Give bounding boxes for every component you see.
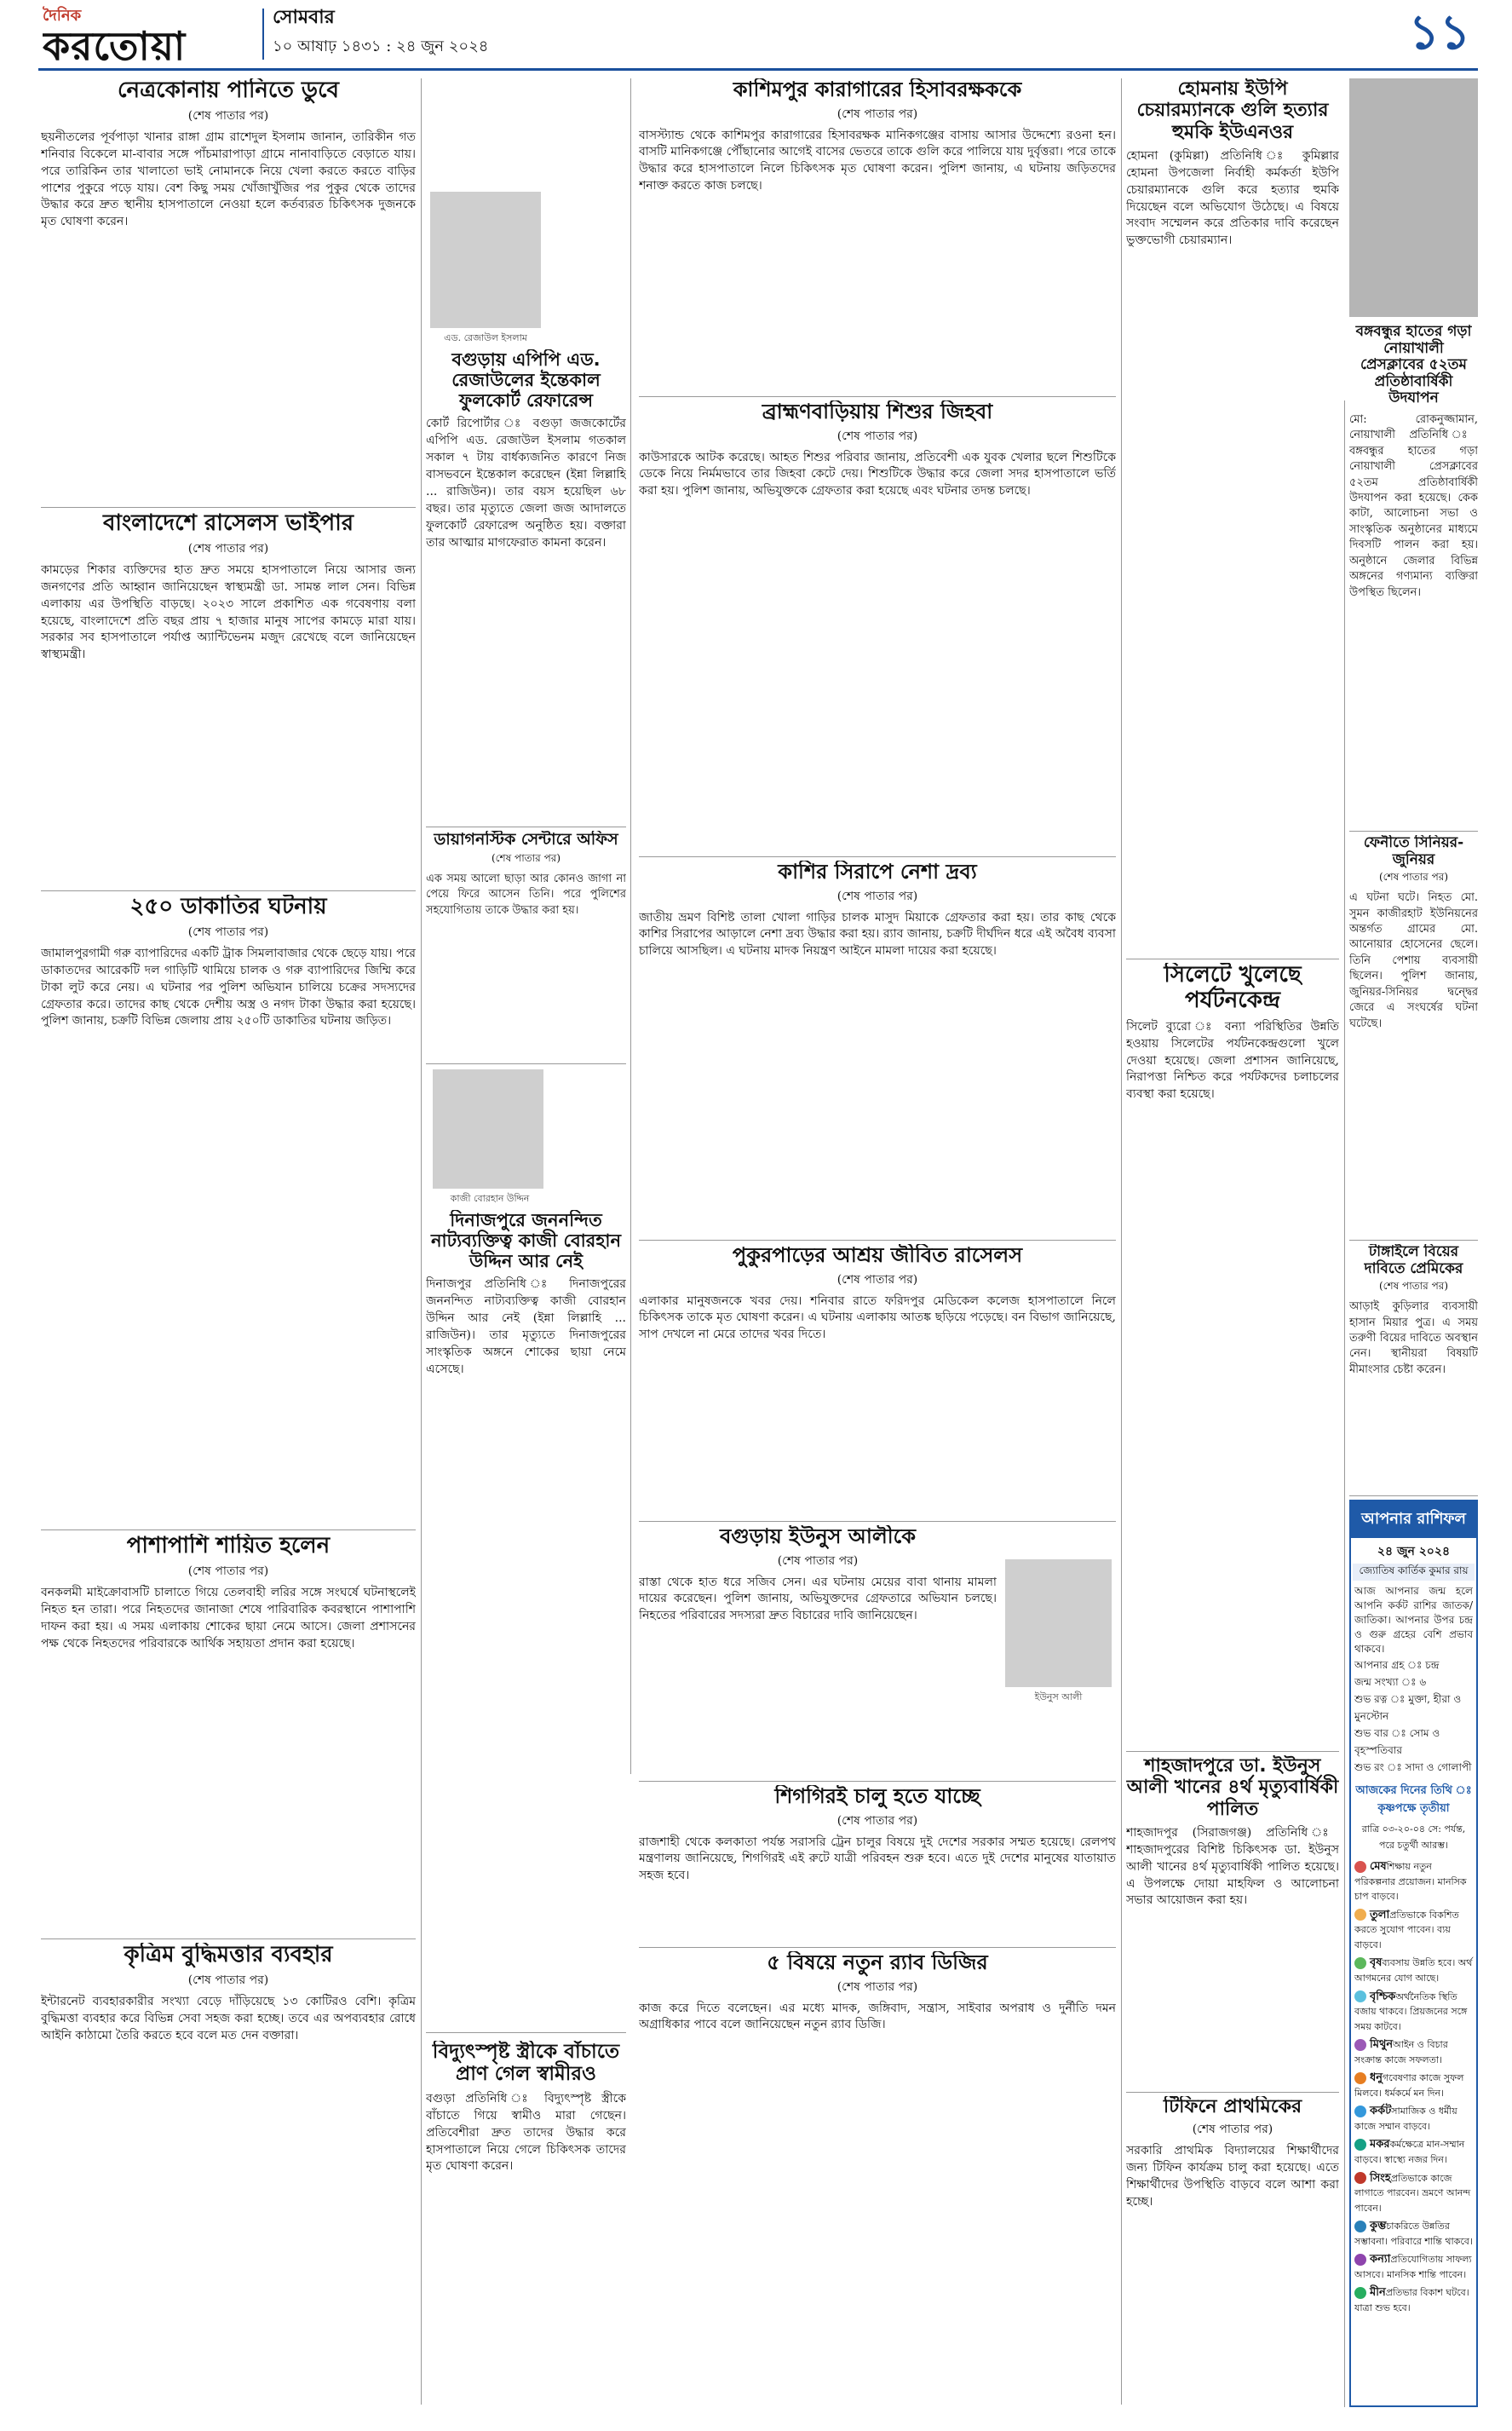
continued-label: (শেষ পাতার পর) [836, 107, 918, 121]
article-ai [41, 1943, 416, 2403]
zodiac-name: কুম্ভ [1370, 2220, 1387, 2233]
zodiac-text: প্রতিযোগিতায় সাফল্য আসবে। মানসিক শান্তি পাবেন। [1354, 2254, 1472, 2280]
zodiac-text: গবেষণার কাজে সুফল মিলবে। ধর্মকর্মে মন দিন। [1354, 2072, 1464, 2099]
zodiac-text: শিক্ষায় নতুন পরিকল্পনার প্রয়োজন। মানসিক চাপ বাড়বে। [1354, 1861, 1467, 1903]
article-body: ইন্টারনেট ব্যবহারকারীর সংখ্যা বেড়ে দাঁড়িয়েছে ১৩ কোটিরও বেশি। কৃত্রিম বুদ্ধিমত্তা ব্যবহার করে বিভিন্ন সেবা সহজ করা হচ্ছে। তবে এর অপব্যবহার রোধে আইনি কাঠামো তৈরি করতে হবে বলে মত দেন বক্তারা। [41, 1994, 416, 2042]
headline: বগুড়ায় এপিপি এড. রেজাউলের ইন্তেকাল ফুলকোর্ট রেফারেন্স [451, 349, 601, 412]
lucky-value: মুক্তা, হীরা ও মুনস্টোন [1354, 1693, 1462, 1723]
headline: বঙ্গবন্ধুর হাতের গড়া নোয়াখালী প্রেসক্লাবের ৫২তম প্রতিষ্ঠাবার্ষিকী উদযাপন [1355, 324, 1472, 407]
horoscope-date: ২৪ জুন ২০২৪ [1377, 1545, 1451, 1558]
zodiac-name: তুলা [1370, 1908, 1390, 1921]
article-shahjadpur [1126, 1755, 1339, 2088]
headline: পুকুরপাড়ের আশ্রয় জীবিত রাসেলস [732, 1244, 1023, 1267]
article-body: শাহজাদপুর (সিরাজগঞ্জ) প্রতিনিধি ঃ শাহজাদপুরের বিশিষ্ট চিকিৎসক ডা. ইউনুস আলী খানের ৪র্থ মৃত্যুবার্ষিকী পালিত হয়েছে। এ উপলক্ষে দোয়া মাহফিল ও আলোচনা সভার আয়োজন করা হয়। [1126, 1825, 1339, 1908]
article-cough-syrup [639, 861, 1116, 1236]
divider [41, 507, 416, 508]
lucky-label: শুভ বার [1354, 1727, 1388, 1740]
divider [41, 1938, 416, 1939]
headline: বাংলাদেশে রাসেলস ভাইপার [102, 511, 354, 536]
continued-label: (শেষ পাতার পর) [836, 1272, 918, 1287]
continued-label: (শেষ পাতার পর) [187, 925, 269, 939]
article-kashimpur [639, 78, 1116, 394]
portrait-kazi [433, 1069, 543, 1189]
zodiac-icon [1354, 1909, 1366, 1921]
zodiac-entry [1354, 2071, 1473, 2100]
zodiac-text: সামাজিক ও ধর্মীয় কাজে সম্মান বাড়বে। [1354, 2106, 1457, 2132]
continued-label: (শেষ পাতার পর) [187, 541, 269, 556]
article-body: মো: রোকনুজ্জামান, নোয়াখালী প্রতিনিধি ঃ বঙ্গবন্ধুর হাতের গড়া নোয়াখালী প্রেসক্লাবের ৫২তম প্রতিষ্ঠাবার্ষিকী উদযাপন করা হয়েছে। কেক কাটা, আলোচনা সভা ও সাংস্কৃতিক অনুষ্ঠানের মাধ্যমে দিবসটি পালন করা হয়। অনুষ্ঠানে জেলার বিভিন্ন অঙ্গনের গণ্যমান্য ব্যক্তিরা উপস্থিত ছিলেন। [1349, 412, 1478, 599]
zodiac-text: কর্মক্ষেত্রে মান-সম্মান বাড়বে। স্বাস্থ্যে নজর দিন। [1354, 2139, 1465, 2165]
zodiac-name: সিংহ [1370, 2171, 1391, 2185]
headline: বগুড়ায় ইউনুস আলীকে [719, 1525, 917, 1548]
portrait-caption: ইউনুস আলী [1034, 1691, 1083, 1702]
lucky-label: শুভ রত্ন [1354, 1693, 1388, 1706]
article-body: সরকারি প্রাথমিক বিদ্যালয়ের শিক্ষার্থীদের জন্য টিফিন কার্যক্রম চালু করা হয়েছে। এতে শিক্ষার্থীদের উপস্থিতি বাড়বে বলে আশা করা হচ্ছে। [1126, 2144, 1339, 2209]
continued-label: (শেষ পাতার পর) [836, 889, 918, 903]
horoscope-author: জ্যোতিষ কার্তিক কুমার রায় [1353, 1564, 1475, 1581]
zodiac-name: বৃষ [1370, 1956, 1383, 1970]
horoscope-intro: আজ আপনার জন্ম হলে আপনি কর্কট রাশির জাতক/জাতিকা। আপনার উপর চন্দ্র ও গুরু গ্রহের বেশি প্রভাব থাকবে। [1354, 1585, 1473, 1656]
horoscope-lucky-list [1351, 1656, 1476, 1779]
article-body: জামালপুরগামী গরু ব্যাপারিদের একটি ট্রাক সিমলাবাজার থেকে ছেড়ে যায়। পরে ডাকাতদের আরেকটি দল গাড়িটি থামিয়ে চালক ও গরু ব্যাপারিদের জিম্মি করে টাকা লুট করে নেয়। এ ঘটনার পর পুলিশ অভিযান চালিয়ে চক্রের সদস্যদের গ্রেফতার করে। তাদের কাছ থেকে দেশীয় অস্ত্র ও নগদ টাকা উদ্ধার করা হয়েছে। পুলিশ জানায়, চক্রটি বিভিন্ন জেলায় প্রায় ২৫০টি ডাকাতির ঘটনায় জড়িত। [41, 946, 416, 1028]
masthead-logo: করতোয়া [43, 23, 187, 65]
article-russells-viper [41, 511, 416, 886]
divider [1126, 2092, 1339, 2093]
headline: নেত্রকোনায় পানিতে ডুবে [118, 78, 339, 103]
continued-label: (শেষ পাতার পর) [1378, 1280, 1449, 1293]
zodiac-entry [1354, 2104, 1473, 2134]
portrait-caption: কাজী বোরহান উদ্দিন [450, 1193, 530, 1204]
article-lawyer-obituary [426, 349, 626, 827]
headline: শাহজাদপুরে ডা. ইউনুস আলী খানের ৪র্থ মৃত্যুবার্ষিকী পালিত [1126, 1755, 1339, 1820]
article-tangail [1349, 1244, 1478, 1491]
article-bogura-yunus [639, 1525, 997, 1781]
headline: বিদ্যুৎস্পৃষ্ট স্ত্রীকে বাঁচাতে প্রাণ গেল স্বামীরও [432, 2041, 620, 2086]
lucky-label: শুভ রং [1354, 1761, 1384, 1774]
article-body: কাউসারকে আটক করেছে। আহত শিশুর পরিবার জানায়, প্রতিবেশী এক যুবক খেলার ছলে শিশুটিকে ডেকে নিয়ে নির্মমভাবে তার জিহবা কেটে দেয়। শিশুটিকে উদ্ধার করে জেলা সদর হাসপাতালে ভর্তি করা হয়। পুলিশ জানায়, অভিযুক্তকে গ্রেফতার করা হয়েছে এবং ঘটনার তদন্ত চলছে। [639, 450, 1116, 498]
divider [639, 1240, 1116, 1241]
headline: দিনাজপুরে জননন্দিত নাট্যব্যক্তিত্ব কাজী বোরহান উদ্দিন আর নেই [431, 1210, 621, 1272]
masthead-divider [262, 9, 264, 60]
zodiac-icon [1354, 2221, 1366, 2232]
lucky-item [1354, 1675, 1473, 1692]
article-electrocution-block [426, 2041, 626, 2407]
divider [639, 1947, 1116, 1948]
article-body: বাসস্ট্যান্ড থেকে কাশিমপুর কারাগারের হিসাবরক্ষক মানিকগঞ্জের বাসায় আসার উদ্দেশ্যে রওনা হন। বাসটি মানিকগঞ্জে পৌঁছানোর আগেই বাসের ভেতরে তাকে গুলি করে পালিয়ে যায় দুর্বৃত্তরা। পরে তাকে উদ্ধার করে হাসপাতালে নিলে চিকিৎসক মৃত ঘোষণা করেন। পুলিশ জানায়, এ ঘটনায় জড়িতদের শনাক্ত করতে কাজ চলছে। [639, 128, 1116, 193]
zodiac-text: আইন ও বিচার সংক্রান্ত কাজে সফলতা। [1354, 2039, 1448, 2065]
zodiac-entry [1354, 2252, 1473, 2282]
divider [639, 396, 1116, 397]
zodiac-entry [1354, 2171, 1473, 2216]
article-buried [41, 1534, 416, 1934]
headline: হোমনায় ইউপি চেয়ারম্যানকে গুলি হত্যার হুমকি ইউএনওর [1136, 78, 1329, 143]
article-body: এক সময় আলো ছাড়া আর কোনও জাগা না পেয়ে ফিরে আসেন তিনি। পরে পুলিশের সহযোগিতায় তাকে উদ্ধার করা হয়। [426, 872, 626, 917]
portrait-lawyer [430, 192, 541, 328]
masthead-rule [38, 68, 1478, 71]
headline: ফেনীতে সিনিয়র-জুনিয়র [1363, 835, 1464, 868]
lucky-separator: ঃ [1383, 1761, 1406, 1774]
article-feni [1349, 835, 1478, 1236]
article-sylhet [1126, 963, 1339, 1747]
portrait-yunus [1005, 1559, 1112, 1687]
column-rule [1121, 78, 1122, 2405]
zodiac-name: ধনু [1370, 2071, 1383, 2085]
article-body: সিলেট ব্যুরো ঃ বন্যা পরিস্থিতির উন্নতি হওয়ায় সিলেটের পর্যটনকেন্দ্রগুলো খুলে দেওয়া হয়েছে। জেলা প্রশাসন জানিয়েছে, নিরাপত্তা নিশ্চিত করে পর্যটকদের চলাচলের ব্যবস্থা করা হয়েছে। [1126, 1019, 1339, 1102]
headline: পাশাপাশি শায়িত হলেন [126, 1534, 331, 1558]
zodiac-icon [1354, 2106, 1366, 2117]
headline: কাশির সিরাপে নেশা দ্রব্য [778, 861, 977, 884]
tithi-time: রাত্রি ০৩-২০-০৪ সে: পর্যন্ত, পরে চতুর্থী আরম্ভ। [1361, 1823, 1466, 1852]
zodiac-icon [1354, 2039, 1366, 2051]
article-brahmanbaria [639, 400, 1116, 852]
horoscope-title: আপনার রাশিফল [1351, 1501, 1476, 1538]
lucky-value: সাদা ও গোলাপী [1405, 1761, 1472, 1774]
headline: কাশিমপুর কারাগারের হিসাবরক্ষককে [733, 78, 1022, 101]
continued-label: (শেষ পাতার পর) [777, 1553, 859, 1568]
zodiac-entry [1354, 2137, 1473, 2167]
press-club-image [1349, 78, 1478, 317]
continued-label: (শেষ পাতার পর) [1192, 2123, 1273, 2137]
article-rab-dg [639, 1951, 1116, 2407]
zodiac-name: মিথুন [1370, 2038, 1394, 2052]
horoscope-sign-list [1351, 1858, 1476, 2320]
divider [1349, 831, 1478, 832]
article-press-club-text [1349, 324, 1478, 827]
zodiac-text: চাকরিতে উন্নতির সম্ভাবনা। পরিবারে শান্তি থাকবে। [1354, 2221, 1473, 2247]
continued-label: (শেষ পাতার পর) [1378, 871, 1449, 884]
lucky-separator: ঃ [1387, 1693, 1409, 1706]
headline: সিলেটে খুলেছে পর্যটনকেন্দ্র [1164, 963, 1302, 1013]
divider [639, 1781, 1116, 1782]
continued-label: (শেষ পাতার পর) [491, 851, 561, 864]
continued-label: (শেষ পাতার পর) [836, 1979, 918, 1994]
article-body: রাজশাহী থেকে কলকাতা পর্যন্ত সরাসরি ট্রেন চালুর বিষয়ে দুই দেশের সরকার সম্মত হয়েছে। রেলপথ মন্ত্রণালয় জানিয়েছে, শিগগিরই এই রুটে যাত্রী পরিবহন শুরু হবে। এতে দুই দেশের মানুষের যাতায়াত সহজ হবে। [639, 1835, 1116, 1883]
divider [1126, 1751, 1339, 1752]
divider [639, 1521, 1116, 1522]
divider [41, 890, 416, 891]
tithi-heading: আজকের দিনের তিথি ঃ কৃষ্ণপক্ষে তৃতীয়া [1355, 1784, 1472, 1816]
lucky-label: জন্ম সংখ্যা [1354, 1676, 1399, 1689]
article-body: রাস্তা থেকে হাত ধরে সজিব সেন। এর ঘটনায় মেয়ের বাবা থানায় মামলা দায়ের করেছেন। পুলিশ জানায়, অভিযুক্তদের গ্রেফতারে অভিযান চলছে। নিহতের পরিবারের সদস্যরা দ্রুত বিচারের দাবি জানিয়েছেন। [639, 1575, 997, 1623]
headline: শিগগিরই চালু হতে যাচ্ছে [774, 1785, 980, 1808]
article-train [639, 1785, 1116, 1943]
article-body: কাজ করে দিতে বলেছেন। এর মধ্যে মাদক, জঙ্গিবাদ, সন্ত্রাস, সাইবার অপরাধ ও দুর্নীতি দমন অগ্রাধিকার পাবে বলে জানিয়েছেন নতুন র‍্যাব ডিজি। [639, 2001, 1116, 2032]
horoscope-panel [1349, 1500, 1478, 2407]
masthead-day: সোমবার [273, 7, 335, 28]
zodiac-entry [1354, 1956, 1473, 1985]
masthead-logo-small: দৈনিক [43, 7, 82, 22]
zodiac-entry [1354, 2219, 1473, 2249]
zodiac-icon [1354, 1957, 1366, 1969]
zodiac-icon [1354, 2254, 1366, 2266]
column-rule [630, 78, 631, 1774]
divider [1349, 1240, 1478, 1241]
divider [639, 856, 1116, 857]
zodiac-name: মীন [1370, 2286, 1386, 2300]
headline: ডায়াগনস্টিক সেন্টারে অফিস [434, 831, 618, 849]
zodiac-text: প্রতিভাকে কাজে লাগাতে পারবেন। ভ্রমণে আনন্দ পাবেন। [1354, 2172, 1471, 2214]
continued-label: (শেষ পাতার পর) [187, 108, 269, 123]
zodiac-name: বৃশ্চিক [1370, 1990, 1396, 2003]
headline: ২৫০ ডাকাতির ঘটনায় [129, 895, 327, 919]
article-body: এ ঘটনা ঘটে। নিহত মো. সুমন কাজীরহাট ইউনিয়নের অন্তর্গত গ্রামের মো. আনোয়ার হোসেনের ছেলে। তিনি পেশায় ব্যবসায়ী ছিলেন। পুলিশ জানায়, জুনিয়র-সিনিয়র দ্বন্দ্বের জেরে এ সংঘর্ষের ঘটনা ঘটেছে। [1349, 891, 1478, 1030]
zodiac-entry [1354, 1859, 1473, 1904]
zodiac-entry [1354, 2037, 1473, 2067]
article-body: ছয়নীতলের পূর্বপাড়া খানার রাঙ্গা গ্রাম রাশেদুল ইসলাম জানান, তারিকীন গত শনিবার বিকেলে মা-বাবার সঙ্গে পাঁচমারাপাড়া গ্রামে নানাবাড়িতে বেড়াতে যায়। পরে তারিকিন তার খালাতো ভাই নোমানকে নিয়ে খেলা করতে করতে বাড়ির পাশের পুকুরে পড়ে যায়। বেশ কিছু সময় খোঁজাখুঁজির পর পুকুর থেকে তাদের উদ্ধার করে দ্রুত স্থানীয় হাসপাতালে নেওয়া হলে কর্তব্যরত চিকিৎসক দুজনকে মৃত ঘোষণা করেন। [41, 130, 416, 229]
zodiac-name: কন্যা [1370, 2253, 1391, 2267]
zodiac-name: কর্কট [1370, 2105, 1392, 2118]
article-body: বগুড়া প্রতিনিধি ঃ বিদ্যুৎস্পৃষ্ট স্ত্রীকে বাঁচাতে গিয়ে স্বামীও মারা গেছেন। প্রতিবেশীরা দ্রুত তাদের উদ্ধার করে হাসপাতালে নিয়ে গেলে চিকিৎসক তাদের মৃত ঘোষণা করেন। [426, 2091, 626, 2174]
headline: টিফিনে প্রাথমিকের [1163, 2096, 1302, 2117]
lucky-item [1354, 1726, 1473, 1760]
zodiac-text: অর্থনৈতিক স্থিতি বজায় থাকবে। প্রিয়জনের সঙ্গে সময় কাটবে। [1354, 1990, 1468, 2032]
lucky-value: সোম ও বৃহস্পতিবার [1354, 1727, 1440, 1757]
article-body: এলাকার মানুষজনকে খবর দেয়। শনিবার রাতে ফরিদপুর মেডিকেল কলেজ হাসপাতালে নিলে চিকিৎসক তাকে মৃত ঘোষণা করেন। এ ঘটনায় এলাকায় আতঙ্ক ছড়িয়ে পড়েছে। বন বিভাগ জানিয়েছে, সাপ দেখলে না মেরে তাদের খবর দিতে। [639, 1293, 1116, 1342]
lucky-separator: ঃ [1388, 1727, 1410, 1740]
article-body: কামড়ের শিকার ব্যক্তিদের হাত দ্রুত সময়ে হাসপাতালে নিয়ে আসার জন্য জনগণের প্রতি আহ্বান জানিয়েছেন স্বাস্থ্যমন্ত্রী ডা. সামন্ত লাল সেন। বিভিন্ন এলাকায় এর উপস্থিতি বাড়ছে। ২০২৩ সালে প্রকাশিত এক গবেষণায় বলা হয়েছে, বাংলাদেশে প্রতি বছর প্রায় ৭ হাজার মানুষ সাপের কামড়ে মারা যায়। সরকার সব হাসপাতালে পর্যাপ্ত অ্যান্টিভেনম মজুদ রেখেছে বলে জানিয়েছেন স্বাস্থ্যমন্ত্রী। [41, 562, 416, 662]
zodiac-icon [1354, 2072, 1366, 2084]
page-number: ১১ [1408, 5, 1471, 60]
zodiac-name: মেষ [1370, 1860, 1387, 1874]
lucky-item [1354, 1760, 1473, 1777]
zodiac-icon [1354, 2172, 1366, 2184]
lucky-separator: ঃ [1404, 1659, 1426, 1672]
zodiac-entry [1354, 2285, 1473, 2315]
article-body: আড়াই কুড়িলার ব্যবসায়ী হাসান মিয়ার পুত্র। এ সময় তরুণী বিয়ের দাবিতে অবস্থান নেন। স্থানীয়রা বিষয়টি মীমাংসার চেষ্টা করেন। [1349, 1300, 1478, 1376]
article-body: হোমনা (কুমিল্লা) প্রতিনিধি ঃ কুমিল্লার হোমনা উপজেলা নির্বাহী কর্মকর্তা ইউপি চেয়ারম্যানকে গুলি করে হত্যার হুমকি দিয়েছেন বলে অভিযোগ উঠেছে। এ বিষয়ে সংবাদ সম্মেলন করে প্রতিকার দাবি করেছেন ভুক্তভোগী চেয়ারম্যান। [1126, 148, 1339, 248]
zodiac-entry [1354, 1990, 1473, 2035]
headline: কৃত্রিম বুদ্ধিমত্তার ব্যবহার [124, 1943, 333, 1967]
divider [426, 1063, 626, 1064]
article-homna [1126, 78, 1339, 956]
article-robbery [41, 895, 416, 1525]
article-netrokona [41, 78, 416, 504]
lucky-label: আপনার গ্রহ [1354, 1659, 1405, 1672]
divider [41, 1529, 416, 1530]
lucky-value: ৬ [1419, 1676, 1427, 1689]
zodiac-text: প্রতিভাকে বিকশিত করতে সুযোগ পাবেন। ব্যয় বাড়বে। [1354, 1909, 1459, 1950]
zodiac-text: ব্যবসায় উন্নতি হবে। অর্থ আগমনের যোগ আছে। [1354, 1957, 1473, 1984]
article-body: কোর্ট রিপোর্টার ঃ বগুড়া জজকোর্টের এপিপি এড. রেজাউল ইসলাম গতকাল সকাল ৭ টায় বার্ধক্যজনিত কারণে নিজ বাসভবনে ইন্তেকাল করেছেন (ইন্না লিল্লাহি ... রাজিউন)। তার বয়স হয়েছিল ৬৮ বছর। তার মৃত্যুতে জেলা জজ আদালতে ফুলকোর্ট রেফারেন্স অনুষ্ঠিত হয়। বক্তারা তার আত্মার মাগফেরাত কামনা করেন। [426, 417, 626, 550]
lucky-item [1354, 1692, 1473, 1726]
lucky-item [1354, 1658, 1473, 1675]
article-body: জাতীয় ভ্রমণ বিশিষ্ট তালা খোলা গাড়ির চালক মাসুদ মিয়াকে গ্রেফতার করা হয়। তার কাছ থেকে কাশির সিরাপের আড়ালে নেশা দ্রব্য উদ্ধার করা হয়। র‍্যাব জানায়, চক্রটি দীর্ঘদিন ধরে এই অবৈধ ব্যবসা চালিয়ে আসছিল। এ ঘটনায় মাদক নিয়ন্ত্রণ আইনে মামলা দায়ের করা হয়েছে। [639, 910, 1116, 959]
article-body: দিনাজপুর প্রতিনিধি ঃ দিনাজপুরের জননন্দিত নাট্যব্যক্তিত্ব কাজী বোরহান উদ্দিন আর নেই (ইন্না লিল্লাহি ... রাজিউন)। তার মৃত্যুতে দিনাজপুরের সাংস্কৃতিক অঙ্গনে শোকের ছায়া নেমে এসেছে। [426, 1277, 626, 1376]
continued-label: (শেষ পাতার পর) [187, 1973, 269, 1987]
zodiac-entry [1354, 1908, 1473, 1953]
divider [1349, 1495, 1478, 1496]
headline: ৫ বিষয়ে নতুন র‍্যাব ডিজির [767, 1951, 988, 1974]
zodiac-icon [1354, 2287, 1366, 2299]
lucky-separator: ঃ [1398, 1676, 1420, 1689]
zodiac-icon [1354, 1861, 1366, 1873]
article-pond-russells [639, 1244, 1116, 1517]
headline: ব্রাহ্মণবাড়িয়ায় শিশুর জিহবা [762, 400, 993, 423]
article-body: বনকলমী মাইক্রোবাসটি চালাতে গিয়ে তেলবাহী লরির সঙ্গে সংঘর্ষে ঘটনাস্থলেই নিহত হন তারা। পরে নিহতদের জানাজা শেষে পারিবারিক কবরস্থানে পাশাপাশি দাফন করা হয়। এ সময় এলাকায় শোকের ছায়া নেমে আসে। জেলা প্রশাসনের পক্ষ থেকে নিহতদের পরিবারকে আর্থিক সহায়তা প্রদান করা হয়েছে। [41, 1585, 416, 1650]
article-tiffin [1126, 2096, 1339, 2407]
zodiac-name: মকর [1370, 2138, 1390, 2152]
column-rule [1344, 400, 1345, 2407]
zodiac-icon [1354, 2139, 1366, 2151]
continued-label: (শেষ পাতার পর) [836, 429, 918, 443]
portrait-caption: এড. রেজাউল ইসলাম [444, 332, 527, 343]
article-diagnostic-center [426, 831, 626, 1061]
zodiac-text: প্রতিভার বিকাশ ঘটবে। যাত্রা শুভ হবে। [1354, 2287, 1469, 2313]
masthead [0, 0, 1512, 66]
masthead-date: ১০ আষাঢ় ১৪৩১ : ২৪ জুন ২০২৪ [273, 37, 489, 55]
continued-label: (শেষ পাতার পর) [187, 1564, 269, 1578]
zodiac-icon [1354, 1990, 1366, 2002]
headline: টাঙ্গাইলে বিয়ের দাবিতে প্রেমিকের [1364, 1244, 1463, 1277]
continued-label: (শেষ পাতার পর) [836, 1813, 918, 1828]
lucky-value: চন্দ্র [1425, 1659, 1440, 1672]
column-rule [421, 78, 422, 2405]
